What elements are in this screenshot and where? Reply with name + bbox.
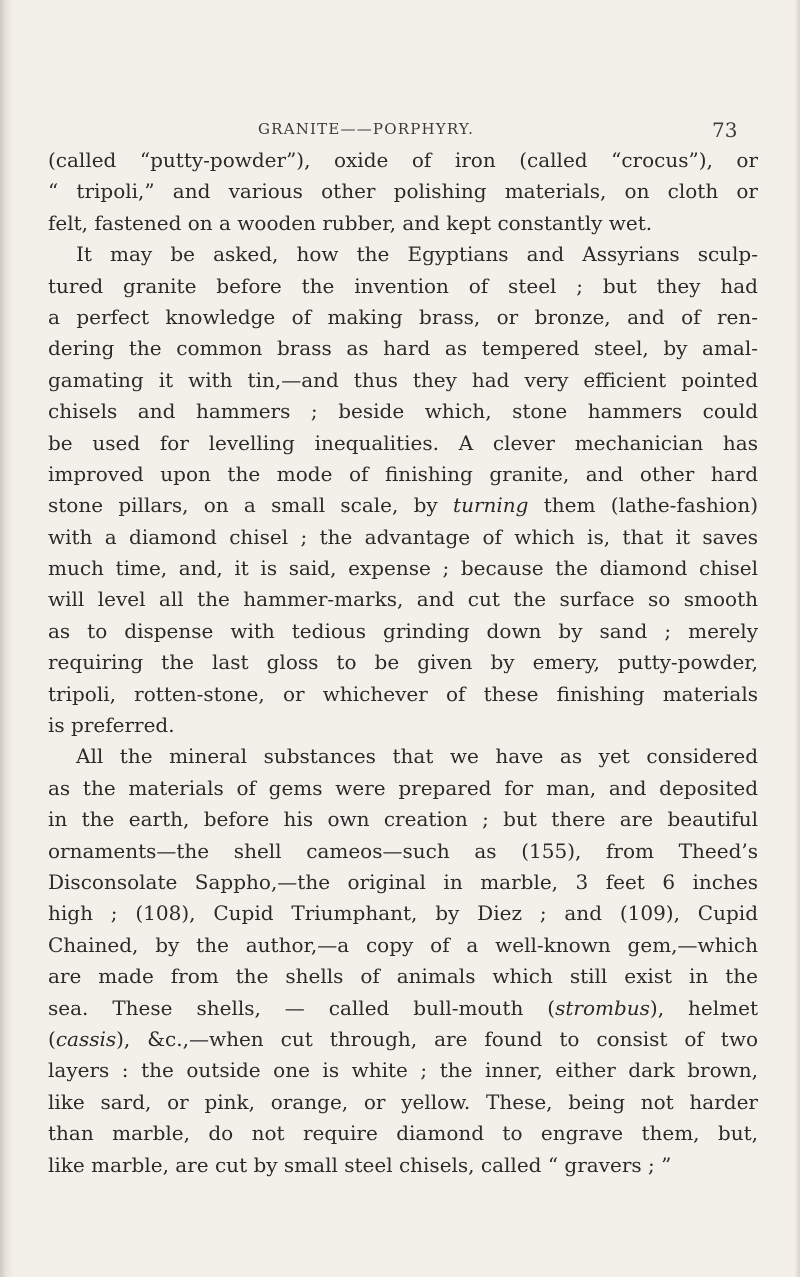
text-segment: stone pillars, on a small scale, by — [48, 493, 454, 518]
text-segment: them (lathe-fashion) — [528, 493, 758, 518]
body-text — [48, 145, 758, 1181]
text-line: “ tripoli,” and various other polishing materials, on cloth or — [48, 179, 758, 204]
text-line: requiring the last gloss to be given by emery, putty-powder, — [48, 650, 758, 675]
text-segment: sea. These shells, — called bull-mouth ( — [48, 995, 556, 1020]
text-line: than marble, do not require diamond to engrave them, but, — [48, 1121, 758, 1146]
running-head: GRANITE——PORPHYRY. — [258, 120, 475, 138]
text-line: like sard, or pink, orange, or yellow. These, being not harder — [48, 1089, 758, 1114]
text-line: as the materials of gems were prepared for man, and deposited — [48, 775, 758, 800]
text-line: It may be asked, how the Egyptians and Assyrians sculp- — [76, 242, 758, 267]
text-line: felt, fastened on a wooden rubber, and kept constantly wet. — [48, 210, 653, 235]
text-line: like marble, are cut by small steel chisels, called “ gravers ; ” — [48, 1152, 672, 1177]
text-segment: ( — [48, 1026, 56, 1051]
page-header — [0, 118, 800, 142]
text-line: in the earth, before his own creation ; but there are beautiful — [48, 807, 758, 832]
text-line: gamating it with tin,—and thus they had very efficient pointed — [48, 367, 758, 392]
italic-term: turning — [453, 493, 529, 518]
text-line: will level all the hammer-marks, and cut the surface so smooth — [48, 587, 758, 612]
text-line: layers : the outside one is white ; the inner, either dark brown, — [48, 1058, 758, 1083]
text-line — [48, 1024, 758, 1055]
text-line — [48, 490, 758, 521]
text-line: chisels and hammers ; beside which, stone hammers could — [48, 399, 758, 424]
text-line: with a diamond chisel ; the advantage of which is, that it saves — [48, 524, 758, 549]
text-line: as to dispense with tedious grinding down by sand ; merely — [48, 618, 758, 643]
text-line: be used for levelling inequalities. A clever mechanician has — [48, 430, 758, 455]
page-number: 73 — [712, 118, 738, 142]
text-line: Chained, by the author,—a copy of a well-known gem,—which — [48, 932, 758, 957]
text-line: much time, and, it is said, expense ; because the diamond chisel — [48, 556, 758, 581]
text-line: dering the common brass as hard as tempered steel, by amal- — [48, 336, 758, 361]
text-line: Disconsolate Sappho,—the original in marble, 3 feet 6 inches — [48, 869, 758, 894]
page-edge-shadow — [794, 0, 800, 1277]
text-line: tured granite before the invention of steel ; but they had — [48, 273, 758, 298]
text-segment: ), &c.,—when cut through, are found to consist of two — [116, 1026, 758, 1051]
text-line: improved upon the mode of finishing granite, and other hard — [48, 461, 758, 486]
text-line: ornaments—the shell cameos—such as (155), from Theed’s — [48, 838, 758, 863]
text-line: are made from the shells of animals which still exist in the — [48, 964, 758, 989]
text-line: All the mineral substances that we have as yet considered — [76, 744, 758, 769]
text-line: high ; (108), Cupid Triumphant, by Diez ; and (109), Cupid — [48, 901, 758, 926]
text-line: a perfect knowledge of making brass, or bronze, and of ren- — [48, 304, 758, 329]
italic-term: strombus — [555, 995, 650, 1020]
italic-term: cassis — [55, 1026, 117, 1051]
text-line — [48, 993, 758, 1024]
text-line: is preferred. — [48, 713, 175, 738]
text-line: tripoli, rotten-stone, or whichever of these finishing materials — [48, 681, 758, 706]
text-segment: ), helmet — [649, 995, 758, 1020]
text-line: (called “putty-powder”), oxide of iron (called “crocus”), or — [48, 148, 758, 172]
page-gutter-shadow — [0, 0, 14, 1277]
